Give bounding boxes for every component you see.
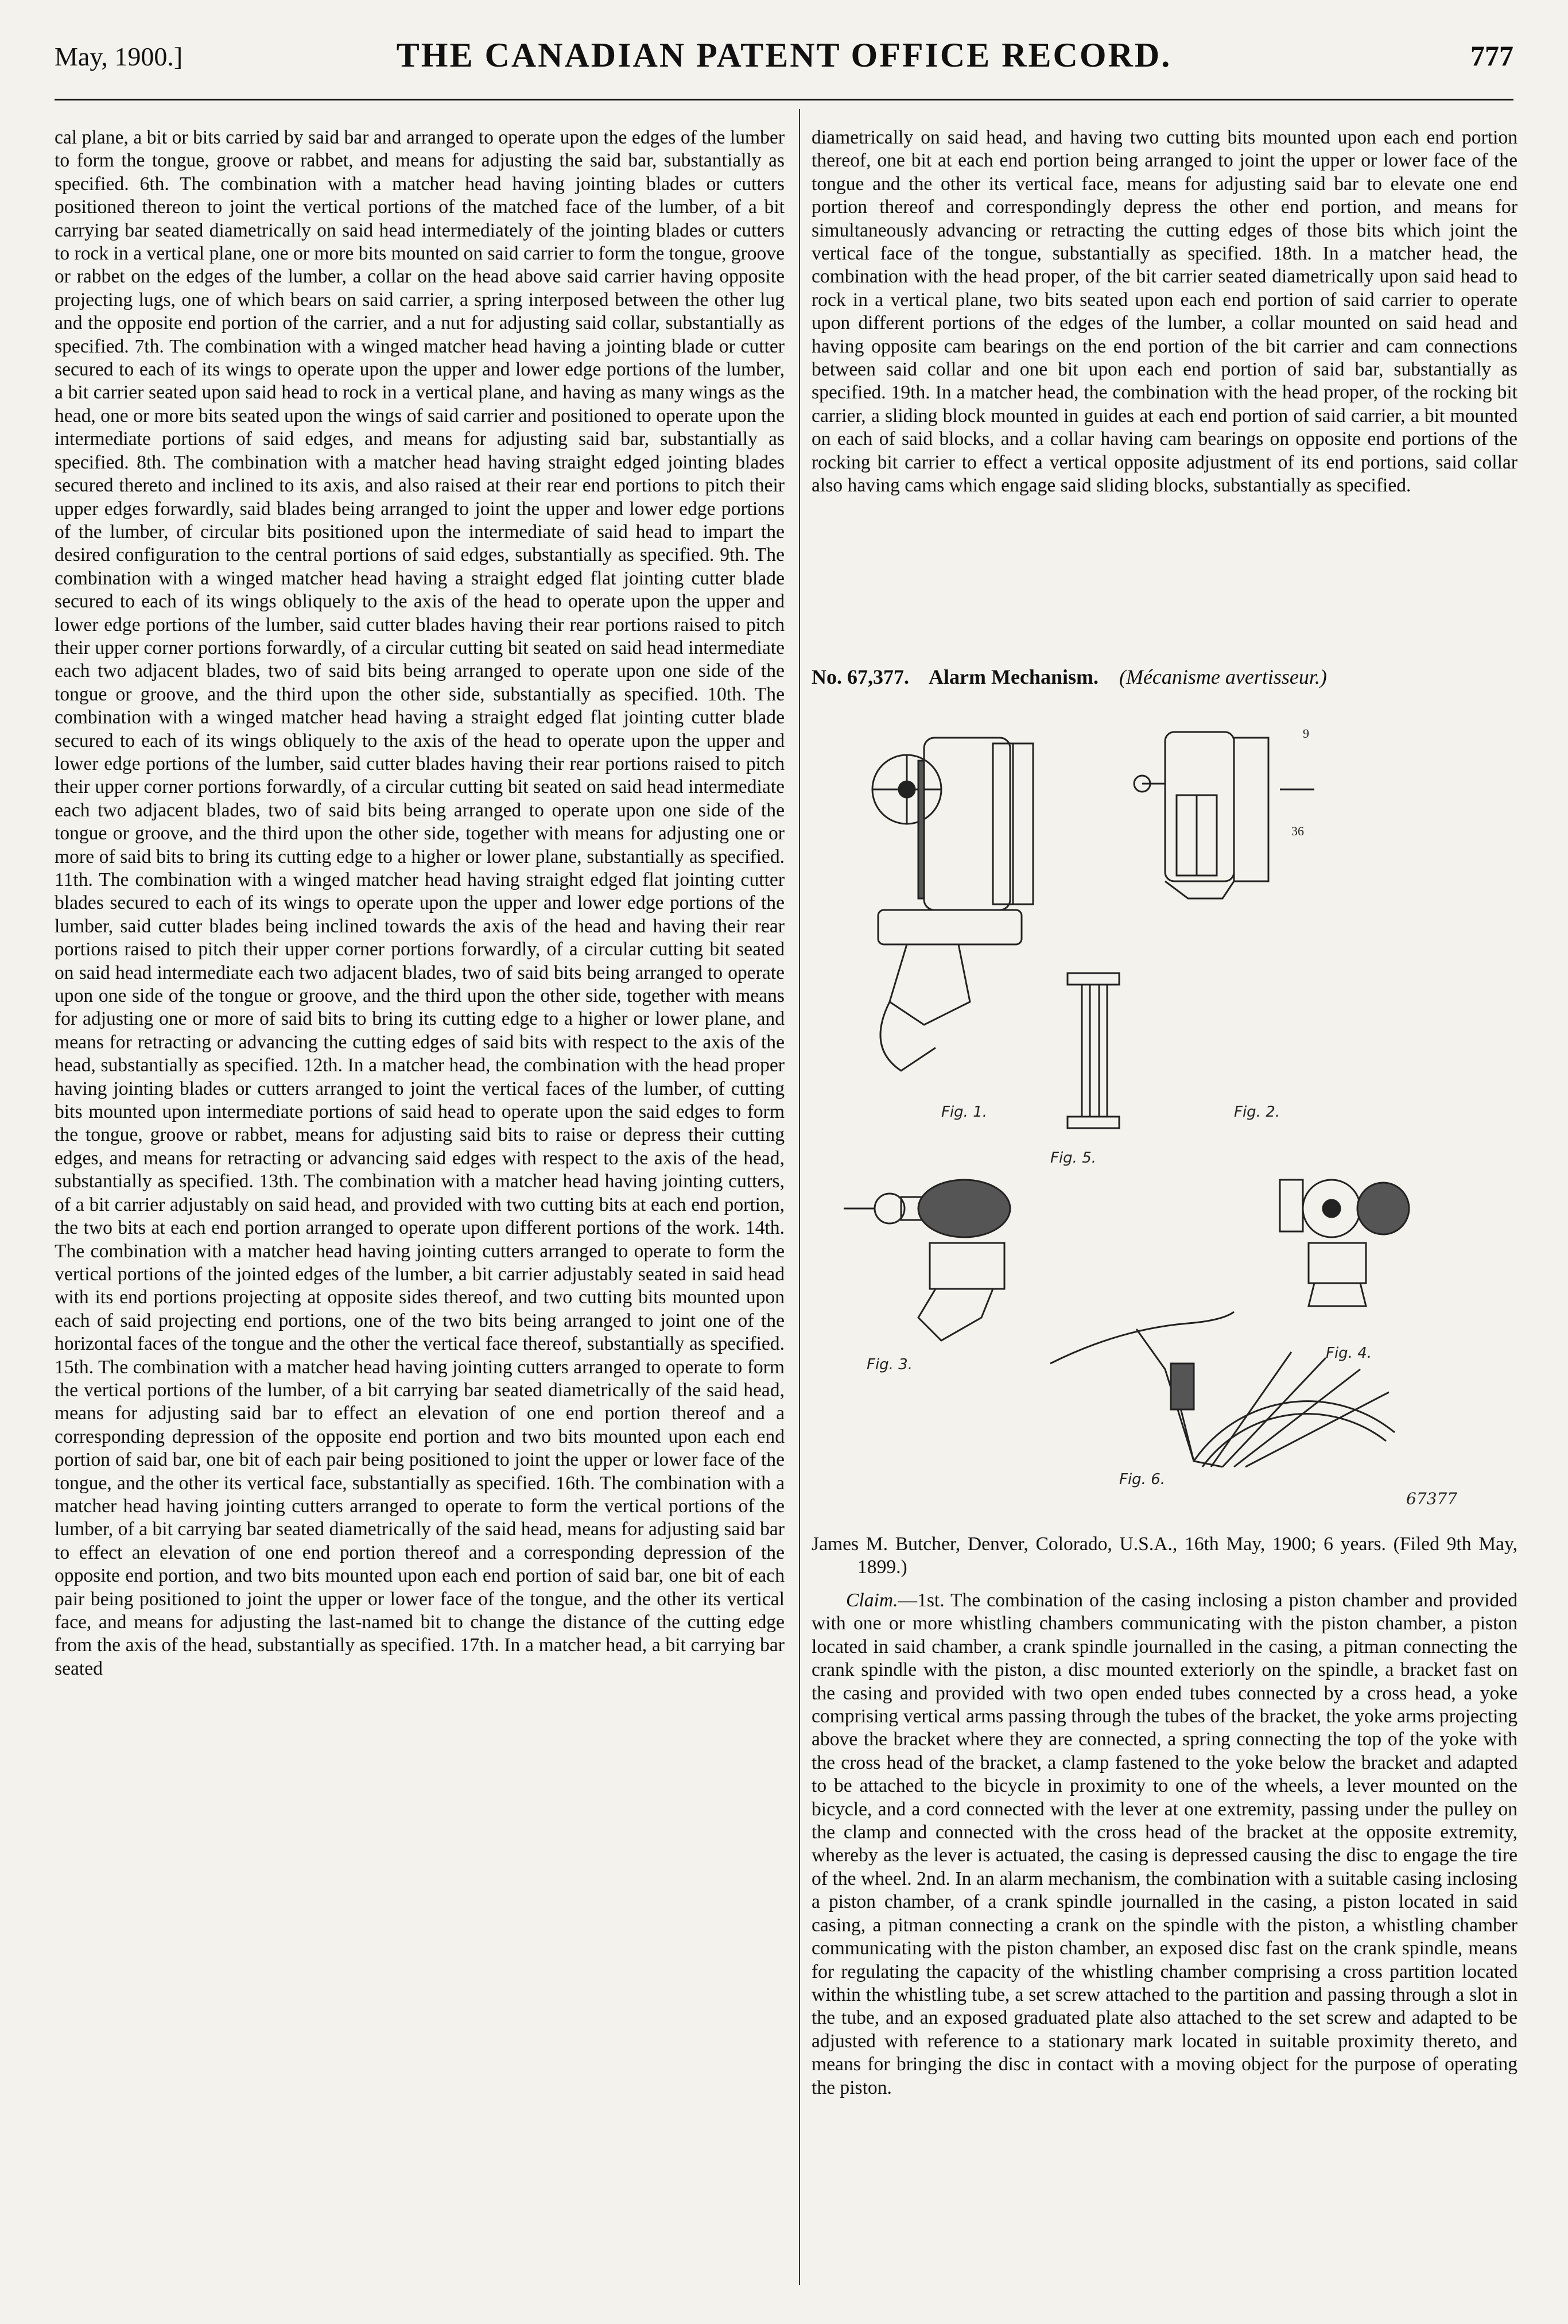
fig-3-label: Fig. 3. bbox=[867, 1356, 913, 1373]
figure-3-drawing bbox=[844, 1180, 1010, 1341]
page-number: 777 bbox=[1470, 40, 1513, 72]
left-column-text: cal plane, a bit or bits carried by said bar and arranged to operate upon the edges of the lumber to form the tongue, groove or rabbet, and means for adjusting the said bar, substantially as specified. 6th. The combination with a matcher head having jointing blades or cutters positioned thereon to joint the vertical portions of the matched face of the lumber, of a bit carrying bar seated diametrically on said head intermediately of the jointing blades or cutters to rock in a vertical plane, one or more bits mounted on said carrier to form the tongue, groove or rabbet on the edges of the lumber, a collar on the head above said carrier having opposite projecting lugs, one of which bears on said carrier, a spring interposed between the other lug and the opposite end portion of the carrier, and a nut for adjusting said collar, substantially as specified. 7th. The combination with a winged matcher head having a jointing blade or cutter secured to each of its wings to operate upon the upper and lower edge portions of the lumber, a bit carrier seated upon said head to rock in a vertical plane, and having as many wings as the head, one or more bits seated upon the wings of said carrier and positioned to operate upon the intermediate portions of said edges, and means for adjusting said bar, substantially as specified. 8th. The combination with a matcher head having straight edged jointing blades secured thereto and inclined to its axis, and also raised at their rear end portions to pitch their upper edges forwardly, said blades being arranged to joint the upper and lower edge portions of the lumber, of circular bits positioned upon the intermediate of said head to impart the desired configuration to the central portions of said edges, substantially as specified. 9th. The combination with a winged matcher head having a straight edged flat jointing cutter blade secured to each of its wings obliquely to the axis of the head to operate upon the upper and lower edge portions of the lumber, said cutter blades having their rear portions raised to pitch their upper corner portions forwardly, of a circular cutting bit seated on said head intermediate each two adjacent blades, two of said bits being arranged to operate upon one side of the tongue or groove, and the third upon the other side, substantially as specified. 10th. The combination with a winged matcher head having a straight edged flat jointing cutter blade secured to each of its wings obliquely to the axis of the head to operate upon the upper and lower edge portions of the lumber, said cutter blades having their rear portions raised to pitch their upper corner portions forwardly, of a circular cutting bit seated on said head intermediate each two adjacent blades, two of said bits being arranged to operate upon one side of the tongue or groove, and the third upon the other side, together with means for adjusting one or more of said bits to bring its cutting edge to a higher or lower plane, substantially as specified. 11th. The combination with a winged matcher head having straight edged flat jointing cutter blades secured to each of its wings to operate upon the upper and lower edge portions of the lumber, said cutter blades being inclined towards the axis of the head and having their rear portions raised to pitch their upper corner portions forwardly, of a circular cutting bit seated on said head intermediate each two adjacent blades, two of said bits being arranged to operate upon one side of the tongue or groove, and the third upon the other side, together with means for adjusting one or more of said bits to bring its cutting edge to a higher or lower plane, and means for retracting or advancing the cutting edges of said bits with respect to the axis of the head, substantially as specified. 12th. In a matcher head, the combination with the head proper having jointing blades or cutters arranged to joint the vertical faces of the lumber, of cutting bits mounted upon intermediate portions of said head to operate upon the said edges to form the tongue, groove or rabbet, means for adjusting said bits to raise or depress their cutting edges, and means for retracting or advancing said edges with respect to the axis of the head, substantially as specified. 13th. The combination with a matcher head having jointing cutters, of a bit carrier adjustably on said head, and provided with two cutting bits at each end portion, the two bits at each end portion arranged to operate upon different portions of the work. 14th. The combination with a matcher head having jointing cutters arranged to operate to form the vertical portions of the jointed edges of the lumber, a bit carrier adjustably seated in said head with its end portions projecting at opposite sides thereof, and two cutting bits mounted upon each of said projecting end portions, one of the two bits being arranged to joint one of the horizontal faces of the tongue and the other the vertical face thereof, substantially as specified. 15th. The combination with a matcher head having jointing cutters arranged to operate to form the vertical portions of the lumber, of a bit carrying bar seated diametrically of the said head, means for adjusting said bar to effect an elevation of one end portion thereof and a corresponding depression of the opposite end portion and two bits mounted upon each end portion of said bar, one bit of each pair being positioned to joint the upper or lower face of the tongue, and the other its vertical face, substantially as specified. 16th. The combination with a matcher head having jointing cutters arranged to operate to form the vertical portions of the lumber, of a bit carrying bar seated diametrically of the said head, means for adjusting said bar to effect an elevation of one end portion thereof and a corresponding depression of the opposite end portion, and two bits mounted upon each end portion of said bar, one bit of each pair being positioned to joint the upper or lower face of the tongue, and the other its vertical face, and means for adjusting the last-named bit to change the distance of the cutting edge from the axis of the head, substantially as specified. 17th. In a matcher head, a bit carrying bar seated bbox=[55, 127, 785, 1679]
figure-5-drawing bbox=[1068, 973, 1119, 1128]
figure-2-drawing bbox=[1134, 726, 1314, 898]
right-column-top bbox=[812, 126, 1517, 498]
fig-1-label: Fig. 1. bbox=[941, 1103, 988, 1121]
figure-4-drawing bbox=[1280, 1180, 1409, 1306]
svg-text:36: 36 bbox=[1291, 824, 1304, 838]
patent-french-title: (Mécanisme avertisseur.) bbox=[1119, 665, 1327, 688]
inventor-line bbox=[812, 1533, 1517, 1579]
fig-2-label: Fig. 2. bbox=[1234, 1103, 1280, 1121]
figure-6-drawing bbox=[1050, 1312, 1395, 1467]
right-column-text: diametrically on said head, and having two cutting bits mounted upon each end portion thereof, one bit at each end portion being arranged to joint the upper or lower face of the tongue and the other its vertical face, means for adjusting said bar to elevate one end portion thereof and correspondingly depress the other end portion, and means for simultaneously advancing or retracting the cutting edges of those bits which joint the vertical face of the tongue, substantially as specified. 18th. In a matcher head, the combination with the head proper, of the bit carrier seated diametrically upon said head to rock in a vertical plane, two bits seated upon each end portion of said carrier to operate upon different portions of the edges of the lumber, a collar mounted on said head and having opposite cam bearings on the end portion of the bit carrier and cam connections between said collar and one bit upon each end portion of said bar, substantially as specified. 19th. In a matcher head, the combination with the head proper, of the rocking bit carrier, a sliding block mounted in guides at each end portion of said carrier, a bit mounted on each of said blocks, and a collar having cam bearings on opposite end portions of the rocking bit carrier to effect a vertical opposite adjustment of its end portions, said collar also having cams which engage said sliding blocks, substantially as specified. bbox=[812, 127, 1517, 497]
figure-1-drawing bbox=[872, 738, 1033, 1071]
fig-6-label: Fig. 6. bbox=[1119, 1471, 1166, 1488]
fig-4-label: Fig. 4. bbox=[1326, 1345, 1372, 1362]
fig-5-label: Fig. 5. bbox=[1050, 1149, 1097, 1167]
inventor-text: James M. Butcher, Denver, Colorado, U.S.A., 16th May, 1900; 6 years. (Filed 9th May, 1899.) bbox=[812, 1533, 1517, 1578]
claim-label: Claim. bbox=[846, 1590, 898, 1611]
page-header bbox=[55, 36, 1513, 82]
svg-text:9: 9 bbox=[1303, 726, 1309, 741]
patent-number: No. 67,377. bbox=[812, 665, 909, 688]
claim-text: —1st. The combination of the casing inclosing a piston chamber and provided with one or more whistling chambers communicating with the piston chamber, a piston located in said chamber, a crank spindle journalled in the casing, a pitman connecting the crank spindle with the piston, a disc mounted exteriorly on the spindle, a bracket fast on the casing and provided with two open ended tubes connected by a cross head, a yoke comprising vertical arms passing through the tubes of the bracket, the yoke arms projecting above the bracket where they are connected, a spring connecting the top of the yoke with the cross head of the bracket, a clamp fastened to the yoke below the bracket and adapted to be attached to the bicycle in proximity to one of the wheels, a lever mounted on the bicycle, and a cord connected with the lever at one extremity, passing under the pulley on the clamp and connected with the cross head of the bracket at the opposite extremity, whereby as the lever is actuated, the casing is depressed causing the disc to engage the tire of the wheel. 2nd. In an alarm mechanism, the combination with a suitable casing inclosing a piston chamber, of a crank spindle journalled in the casing, a piston located in said casing, a pitman connecting a crank on the spindle with the piston, a whistling chamber communicating with the piston chamber, an exposed disc fast on the crank spindle, means for regulating the capacity of the whistling chamber comprising a cross partition located within the whistling tube, a set screw attached to the partition and passing through a slot in the tube, and an exposed graduated plate also attached to the set screw and adapted to be adjusted with reference to a stationary mark located in suitable proximity thereto, and means for bringing the disc in contact with a moving object for the purpose of operating the piston. bbox=[812, 1590, 1517, 2098]
column-divider bbox=[799, 109, 800, 2285]
patent-heading bbox=[812, 665, 1517, 689]
patent-drawings bbox=[821, 703, 1509, 1516]
header-rule bbox=[55, 99, 1513, 100]
patent-drawings-svg bbox=[821, 703, 1509, 1516]
issue-date: May, 1900.] bbox=[55, 42, 183, 71]
journal-title: THE CANADIAN PATENT OFFICE RECORD. bbox=[396, 36, 1172, 74]
left-column bbox=[55, 126, 785, 2285]
patent-title: Alarm Mechanism. bbox=[929, 665, 1099, 688]
drawing-patent-number: 67377 bbox=[1406, 1489, 1458, 1508]
claims-section bbox=[812, 1589, 1517, 2278]
